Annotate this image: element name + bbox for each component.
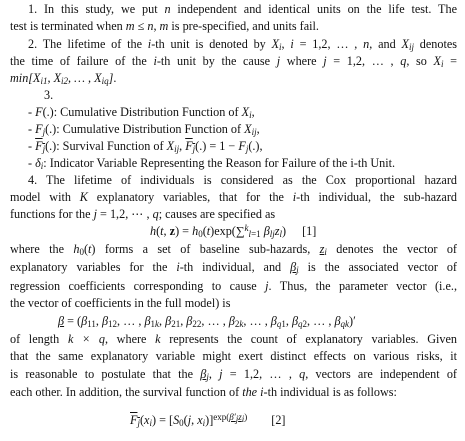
paragraph-4-line-1: 4. The lifetime of individuals is considered as the Cox proportional hazard [28,173,457,187]
paragraph-4-line-5: where the $h_0(t)$ forms a set of baseline sub-hazards, $z_i$ denotes the vector of [10,242,457,257]
equation-2: $F_j(x_i) = [S_0(j$, $x_i)]^{exp(\beta'_jz_i)}$ [2] [130,412,286,428]
paragraph-2-line-1: 2. The lifetime of the i-th unit is denoted by $X_i$, i = 1,2, … , n, and $X_{ij}$ denotes [28,37,457,52]
equation-1: h(t, $z) = h_0(t)\exp(\sum^k_{l=1}$ $\beta_{lj}z_l$) [1] [150,223,317,239]
paragraph-4-line-10: of length k × q, where k represents the count of explanatory variables. Given [10,332,458,346]
equation-1-tag: [1] [302,224,317,238]
paragraph-4-line-11: that the same explanatory variable might exert distinct effects on various risks, it [10,349,457,363]
paragraph-1-line-1: 1. In this study, we put n independent and identical units on the life test. The [28,2,457,16]
paragraph-4-line-12: is reasonable to postulate that the $\beta_j$, j = 1,2, … , q, vectors are independent of [10,367,457,382]
paragraph-4-line-3: functions for the j = 1,2, ⋯ , q; causes are specified as [10,207,276,221]
equation-2-tag: [2] [271,413,286,427]
definition-item-1: - F(.): Cumulative Distribution Function of $X_i$, [28,105,255,120]
paragraph-4-line-13: each other. In addition, the survival function of the i-th individual is as follows: [10,385,397,399]
paragraph-3-number: 3. [44,88,54,102]
paragraph-2-line-2: the time of failure of the i-th unit by the cause j where j = 1,2, … , q, so $X_i$ = [10,54,458,69]
definition-item-2: - $F_j(.)$: Cumulative Distribution Function of $X_{ij}$, [28,122,260,137]
paragraph-1-line-2: test is terminated when m ≤ n, m is pre-specified, and units fail. [10,19,319,33]
definition-item-3: - $F_j(.)$: Survival Function of $X_{ij}$, $F_j(.) = 1 - F_j(.)$, [28,139,263,154]
paragraph-4-line-8: the vector of coefficients in the full model) is [10,296,231,310]
definition-item-4: - $\delta_i$: Indicator Variable Representing the Reason for Failure of the i-th Unit. [28,156,396,171]
paragraph-4-line-6: explanatory variables for the i-th individual, and $\beta_j$ is the associated vector of [10,260,457,275]
paragraph-2-line-3: $\min[X_{i1}$, $X_{i2}$, … , $X_{iq}$]. [10,71,117,86]
paragraph-4-line-7: regression coefficients corresponding to cause j. Thus, the parameter vector (i.e., [10,279,457,293]
equation-parameter-vector: $\beta = (\beta_{11}$, $\beta_{12}$, … , $\beta_{1k}$, $\beta_{21}$, $\beta_{22}$, … , $\beta_{2k}$, … , $\beta_{q1}$, $\beta_{q2}$, … , $\beta_{qk})'$ [58,314,356,329]
paragraph-4-line-2: model with K explanatory variables, that for the i-th individual, the sub-hazard [10,190,457,204]
